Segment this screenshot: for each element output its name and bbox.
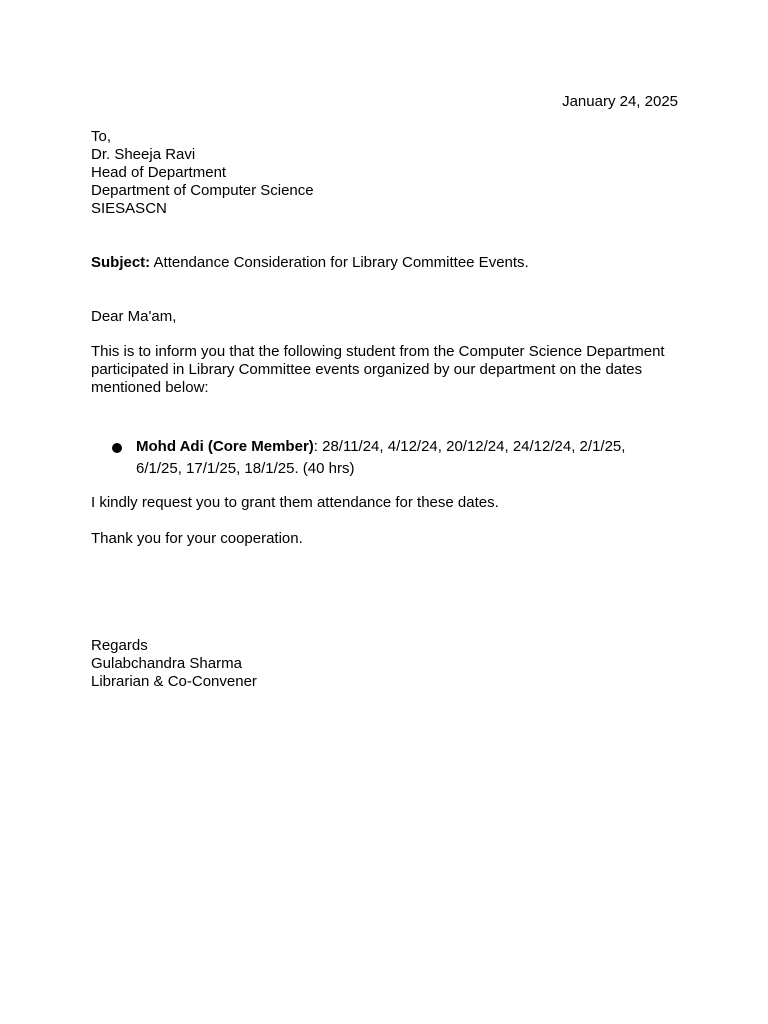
signoff-block [91,637,257,691]
thanks-paragraph: Thank you for your cooperation. [91,530,303,547]
subject-text: Attendance Consideration for Library Committee Events. [150,254,529,271]
recipient-department: Department of Computer Science [91,182,314,199]
bullet-icon [112,443,122,453]
letter-date: January 24, 2025 [562,93,678,110]
request-paragraph: I kindly request you to grant them attendance for these dates. [91,494,499,511]
subject-line [91,254,529,272]
recipient-name: Dr. Sheeja Ravi [91,146,196,163]
signoff-closing: Regards [91,637,148,654]
intro-paragraph: This is to inform you that the following student from the Computer Science Department participated in Library Committee events organized by our department on the dates mentioned below: [91,343,665,396]
student-name: Mohd Adi (Core Member) [136,438,314,455]
recipient-to: To, [91,128,112,145]
signoff-name: Gulabchandra Sharma [91,655,242,672]
recipient-block [91,128,314,218]
recipient-institution: SIESASCN [91,200,167,217]
subject-label: Subject: [91,254,151,271]
signoff-role: Librarian & Co-Convener [91,673,257,690]
recipient-title: Head of Department [91,164,227,181]
student-dates: : 28/11/24, 4/12/24, 20/12/24, 24/12/24, 2/1/25, 6/1/25, 17/1/25, 18/1/25. (40 hrs) [136,438,626,477]
salutation: Dear Ma'am, [91,308,177,325]
list-item [112,436,672,480]
student-entry [136,436,672,480]
